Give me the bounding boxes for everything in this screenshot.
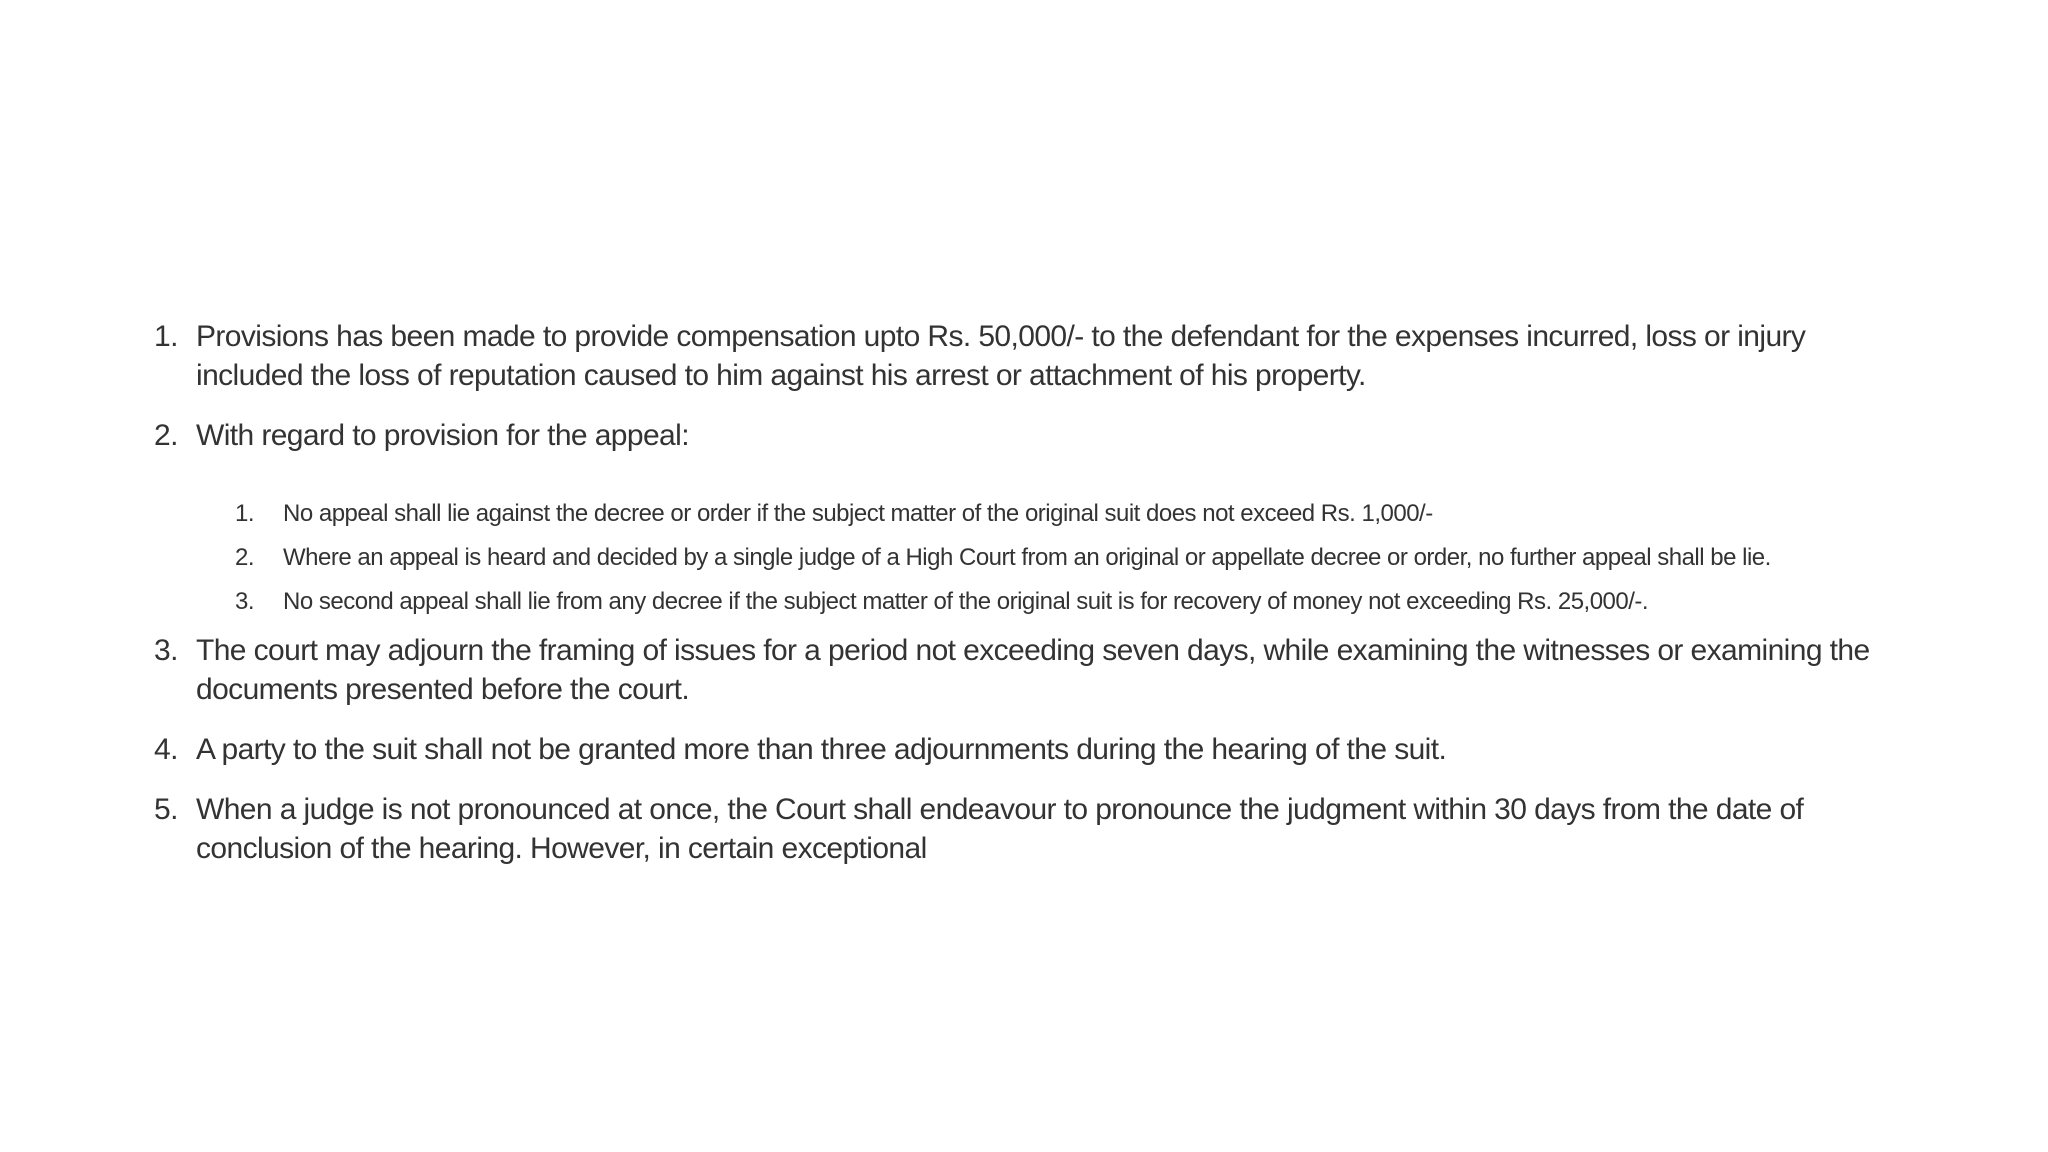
nested-list-item-text: No appeal shall lie against the decree or order if the subject matter of the original suit does not exceed Rs. 1,000/- [283,500,1433,527]
list-item-text: Provisions has been made to provide compensation upto Rs. 50,000/- to the defendant for the expenses incurred, loss or injury included the loss of reputation caused to him against his arrest or attachment of his property. [196,320,1806,392]
list-item-number: 2. [154,419,178,452]
list-item-text: When a judge is not pronounced at once, the Court shall endeavour to pronounce the judgment within 30 days from the date of conclusion of the hearing. However, in certain exceptional [196,793,1804,865]
numbered-list [154,317,1894,868]
list-item-number: 1. [154,320,178,353]
list-item [154,790,1894,868]
list-item-number: 5. [154,793,178,826]
nested-list-item-number: 1. [235,500,255,527]
list-item-text: With regard to provision for the appeal: [196,419,689,452]
nested-list-item [235,587,1894,617]
nested-list-item [235,543,1894,573]
nested-list-item-number: 2. [235,544,255,571]
nested-list-item-text: No second appeal shall lie from any decree if the subject matter of the original suit is for recovery of money not exceeding Rs. 25,000/-. [283,588,1649,615]
list-item [154,317,1894,395]
list-item-text: The court may adjourn the framing of issues for a period not exceeding seven days, while examining the witnesses or examining the documents presented before the court. [196,634,1870,706]
nested-list-item-number: 3. [235,588,255,615]
list-item-number: 4. [154,733,178,766]
list-item [154,416,1894,455]
list-item-text: A party to the suit shall not be granted more than three adjournments during the hearing of the suit. [196,733,1447,766]
nested-list-item [235,499,1894,529]
nested-list-item-text: Where an appeal is heard and decided by a single judge of a High Court from an original or appellate decree or order, no further appeal shall be lie. [283,544,1771,571]
list-item [154,730,1894,769]
list-item-number: 3. [154,634,178,667]
list-item [154,631,1894,709]
nested-list [235,499,1894,617]
